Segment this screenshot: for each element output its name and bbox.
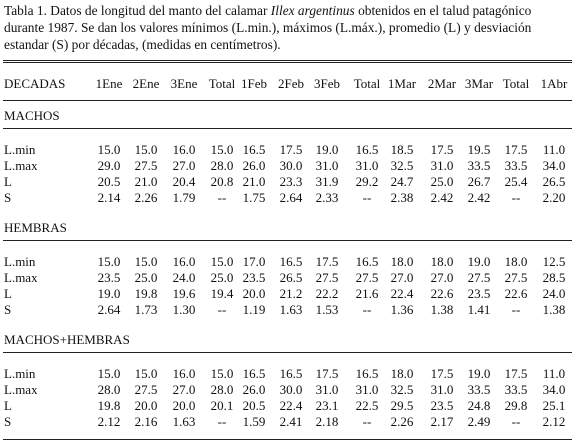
table-cell: 21.6 — [355, 286, 379, 301]
table-cell: 23.5 — [430, 398, 454, 413]
table-cell: 1.79 — [172, 190, 196, 205]
row-label: L.max — [4, 270, 38, 285]
table-cell: 17.5 — [315, 366, 339, 381]
table-cell: 1.38 — [430, 302, 454, 317]
table-cell: 2.42 — [467, 190, 491, 205]
table-cell: 12.5 — [542, 254, 566, 269]
table-cell: 31.0 — [355, 158, 379, 173]
table-row — [0, 302, 577, 318]
table-cell: 2.12 — [542, 414, 566, 429]
table-cell: 27.5 — [134, 382, 158, 397]
header-cell: 2Feb — [278, 76, 304, 91]
table-cell: 2.49 — [467, 414, 491, 429]
section-title: MACHOS+HEMBRAS — [4, 332, 130, 347]
table-cell: 17.5 — [430, 142, 454, 157]
table-cell: 27.0 — [172, 382, 196, 397]
top-double-rule — [3, 60, 572, 63]
table-row — [0, 382, 577, 398]
section-rule — [3, 128, 572, 129]
table-cell: 26.0 — [242, 382, 266, 397]
table-cell: 19.0 — [467, 254, 491, 269]
table-cell: 27.5 — [467, 270, 491, 285]
table-cell: -- — [217, 414, 227, 429]
table-row — [0, 142, 577, 158]
row-label: L.min — [4, 142, 36, 157]
table-cell: 20.5 — [242, 398, 266, 413]
caption-species: Illex argentinus — [270, 3, 355, 18]
table-cell: 15.0 — [134, 254, 158, 269]
table-cell: 28.0 — [97, 382, 121, 397]
table-cell: 33.5 — [467, 158, 491, 173]
table-cell: 2.41 — [279, 414, 303, 429]
table-cell: 21.2 — [279, 286, 303, 301]
table-cell: 31.0 — [430, 382, 454, 397]
table-cell: 17.5 — [430, 366, 454, 381]
row-label: L.min — [4, 254, 36, 269]
table-cell: 15.0 — [97, 254, 121, 269]
table-cell: 16.5 — [242, 142, 266, 157]
table-cell: -- — [511, 190, 521, 205]
table-row — [0, 270, 577, 286]
table-cell: 19.0 — [97, 286, 121, 301]
table-cell: 2.12 — [97, 414, 121, 429]
table-cell: 1.19 — [242, 302, 266, 317]
table-cell: -- — [217, 302, 227, 317]
table-cell: 29.5 — [390, 398, 414, 413]
table-cell: 17.5 — [504, 142, 528, 157]
bottom-rule — [3, 439, 572, 440]
table-cell: 27.5 — [134, 158, 158, 173]
table-cell: 18.0 — [390, 366, 414, 381]
table-cell: 31.0 — [315, 382, 339, 397]
table-cell: -- — [511, 302, 521, 317]
table-cell: 2.64 — [279, 190, 303, 205]
table-cell: 23.1 — [315, 398, 339, 413]
table-cell: 17.5 — [504, 366, 528, 381]
table-cell: 24.0 — [542, 286, 566, 301]
table-cell: 27.0 — [390, 270, 414, 285]
table-cell: 2.20 — [542, 190, 566, 205]
table-cell: 15.0 — [134, 142, 158, 157]
table-cell: 32.5 — [390, 382, 414, 397]
table-cell: 21.0 — [242, 174, 266, 189]
table-row — [0, 366, 577, 382]
table-row — [0, 158, 577, 174]
table-cell: 19.5 — [467, 142, 491, 157]
table-cell: 19.8 — [134, 286, 158, 301]
table-row — [0, 398, 577, 414]
table-cell: 16.0 — [172, 366, 196, 381]
row-label: S — [4, 414, 12, 429]
table-cell: 23.5 — [97, 270, 121, 285]
table-cell: 19.8 — [97, 398, 121, 413]
table-caption — [4, 2, 570, 53]
table-cell: 20.1 — [210, 398, 234, 413]
table-cell: 23.5 — [467, 286, 491, 301]
header-cell: 3Ene — [170, 76, 198, 91]
table-cell: 21.0 — [134, 174, 158, 189]
table-cell: 26.5 — [279, 270, 303, 285]
table-cell: 29.8 — [504, 398, 528, 413]
table-cell: 16.5 — [355, 142, 379, 157]
table-cell: 28.0 — [210, 158, 234, 173]
table-cell: 11.0 — [542, 142, 566, 157]
table-cell: 27.5 — [355, 270, 379, 285]
table-cell: -- — [362, 302, 372, 317]
table-cell: 20.5 — [97, 174, 121, 189]
row-label: L — [4, 174, 12, 189]
table-row — [0, 254, 577, 270]
table-row — [0, 190, 577, 206]
table-cell: 24.0 — [172, 270, 196, 285]
table-cell: 34.0 — [542, 158, 566, 173]
table-cell: 2.42 — [430, 190, 454, 205]
table-cell: 1.41 — [467, 302, 491, 317]
table-cell: 15.0 — [97, 366, 121, 381]
table-cell: 27.0 — [430, 270, 454, 285]
section-title: MACHOS — [4, 108, 60, 123]
table-cell: 18.0 — [390, 254, 414, 269]
table-cell: 1.38 — [542, 302, 566, 317]
table-cell: 29.2 — [355, 174, 379, 189]
table-cell: 20.4 — [172, 174, 196, 189]
header-cell: 3Mar — [464, 76, 494, 91]
table-cell: 34.0 — [542, 382, 566, 397]
table-row — [0, 286, 577, 302]
header-cell: 1Ene — [95, 76, 123, 91]
table-cell: 2.26 — [134, 190, 158, 205]
table-cell: 2.33 — [315, 190, 339, 205]
table-cell: 22.4 — [390, 286, 414, 301]
table-cell: 18.0 — [504, 254, 528, 269]
table-cell: 1.63 — [279, 302, 303, 317]
table-row — [0, 414, 577, 430]
table-cell: -- — [511, 414, 521, 429]
table-cell: 16.0 — [172, 254, 196, 269]
table-cell: 25.1 — [542, 398, 566, 413]
table-cell: 2.38 — [390, 190, 414, 205]
table-cell: 25.0 — [210, 270, 234, 285]
table-cell: 23.3 — [279, 174, 303, 189]
table-cell: 24.7 — [390, 174, 414, 189]
table-cell: 16.0 — [172, 142, 196, 157]
table-cell: 15.0 — [210, 254, 234, 269]
table-cell: 15.0 — [210, 142, 234, 157]
header-cell: 2Mar — [427, 76, 457, 91]
row-label: L.max — [4, 158, 38, 173]
row-label: L.max — [4, 382, 38, 397]
table-cell: 31.0 — [355, 382, 379, 397]
section-title: HEMBRAS — [4, 220, 67, 235]
table-cell: 19.0 — [467, 366, 491, 381]
header-row — [0, 76, 577, 92]
table-cell: 16.5 — [279, 254, 303, 269]
table-cell: 30.0 — [279, 158, 303, 173]
table-cell: 15.0 — [210, 366, 234, 381]
header-cell: 1Feb — [241, 76, 267, 91]
table-cell: 27.0 — [172, 158, 196, 173]
header-rule — [3, 100, 572, 101]
table-cell: 23.5 — [242, 270, 266, 285]
table-cell: 33.5 — [504, 382, 528, 397]
table-cell: -- — [362, 414, 372, 429]
table-cell: 2.18 — [315, 414, 339, 429]
table-cell: 2.16 — [134, 414, 158, 429]
table-cell: 22.6 — [430, 286, 454, 301]
table-cell: 26.5 — [542, 174, 566, 189]
table-cell: 22.5 — [355, 398, 379, 413]
table-cell: 33.5 — [504, 158, 528, 173]
header-cell: 1Abr — [540, 76, 568, 91]
table-cell: 20.0 — [134, 398, 158, 413]
table-cell: 31.0 — [315, 158, 339, 173]
table-cell: 25.4 — [504, 174, 528, 189]
row-label: L — [4, 286, 12, 301]
header-cell: Total — [353, 76, 381, 91]
table-cell: -- — [362, 190, 372, 205]
table-cell: 19.6 — [172, 286, 196, 301]
table-cell: 26.7 — [467, 174, 491, 189]
table-cell: 16.5 — [355, 366, 379, 381]
table-cell: 1.36 — [390, 302, 414, 317]
table-cell: 11.0 — [542, 366, 566, 381]
header-cell: 2Ene — [132, 76, 160, 91]
table-cell: 25.0 — [134, 270, 158, 285]
table-cell: 2.64 — [97, 302, 121, 317]
table-cell: 31.9 — [315, 174, 339, 189]
table-cell: 17.0 — [242, 254, 266, 269]
table-cell: 1.75 — [242, 190, 266, 205]
table-cell: 1.63 — [172, 414, 196, 429]
table-cell: 1.73 — [134, 302, 158, 317]
table-cell: 29.0 — [97, 158, 121, 173]
table-cell: 15.0 — [97, 142, 121, 157]
table-cell: 27.5 — [315, 270, 339, 285]
table-cell: 2.17 — [430, 414, 454, 429]
table-cell: 15.0 — [134, 366, 158, 381]
header-cell: Total — [502, 76, 530, 91]
row-label: S — [4, 190, 12, 205]
table-cell: 32.5 — [390, 158, 414, 173]
table-cell: 18.0 — [430, 254, 454, 269]
table-cell: 16.5 — [279, 366, 303, 381]
table-cell: 28.0 — [210, 382, 234, 397]
table-cell: 2.26 — [390, 414, 414, 429]
table-cell: 25.0 — [430, 174, 454, 189]
row-label: L — [4, 398, 12, 413]
table-cell: 31.0 — [430, 158, 454, 173]
table-cell: 1.59 — [242, 414, 266, 429]
table-cell: 28.5 — [542, 270, 566, 285]
table-cell: 17.5 — [315, 254, 339, 269]
table-cell: 30.0 — [279, 382, 303, 397]
row-label: S — [4, 302, 12, 317]
section-rule — [3, 240, 572, 241]
table-cell: 24.8 — [467, 398, 491, 413]
section-rule — [3, 352, 572, 353]
header-cell: Total — [208, 76, 236, 91]
table-cell: 1.53 — [315, 302, 339, 317]
table-cell: 20.0 — [242, 286, 266, 301]
table-cell: 20.8 — [210, 174, 234, 189]
table-cell: 19.4 — [210, 286, 234, 301]
table-row — [0, 174, 577, 190]
header-cell: 1Mar — [387, 76, 417, 91]
row-label: L.min — [4, 366, 36, 381]
table-cell: 16.5 — [355, 254, 379, 269]
header-cell: 3Feb — [314, 76, 340, 91]
table-cell: 17.5 — [279, 142, 303, 157]
table-cell: 18.5 — [390, 142, 414, 157]
table-cell: 22.2 — [315, 286, 339, 301]
table-cell: 16.5 — [242, 366, 266, 381]
table-cell: 1.30 — [172, 302, 196, 317]
header-decadas: DECADAS — [4, 76, 66, 91]
table-cell: 26.0 — [242, 158, 266, 173]
table-cell: 22.4 — [279, 398, 303, 413]
table-cell: 2.14 — [97, 190, 121, 205]
table-cell: 20.0 — [172, 398, 196, 413]
caption-prefix: Tabla 1. Datos de longitud del manto del calamar — [4, 3, 271, 18]
table-cell: 33.5 — [467, 382, 491, 397]
caption-suffix: obtenidos en el talud patagónico durante 1987. Se dan los valores mínimos (L.min.), máximos (L.máx.), promedio (L) y desviación estandar (S) por décadas, (medidas en centímetros). — [4, 3, 532, 52]
table-cell: 22.6 — [504, 286, 528, 301]
table-cell: -- — [217, 190, 227, 205]
table-cell: 19.0 — [315, 142, 339, 157]
table-cell: 27.5 — [504, 270, 528, 285]
